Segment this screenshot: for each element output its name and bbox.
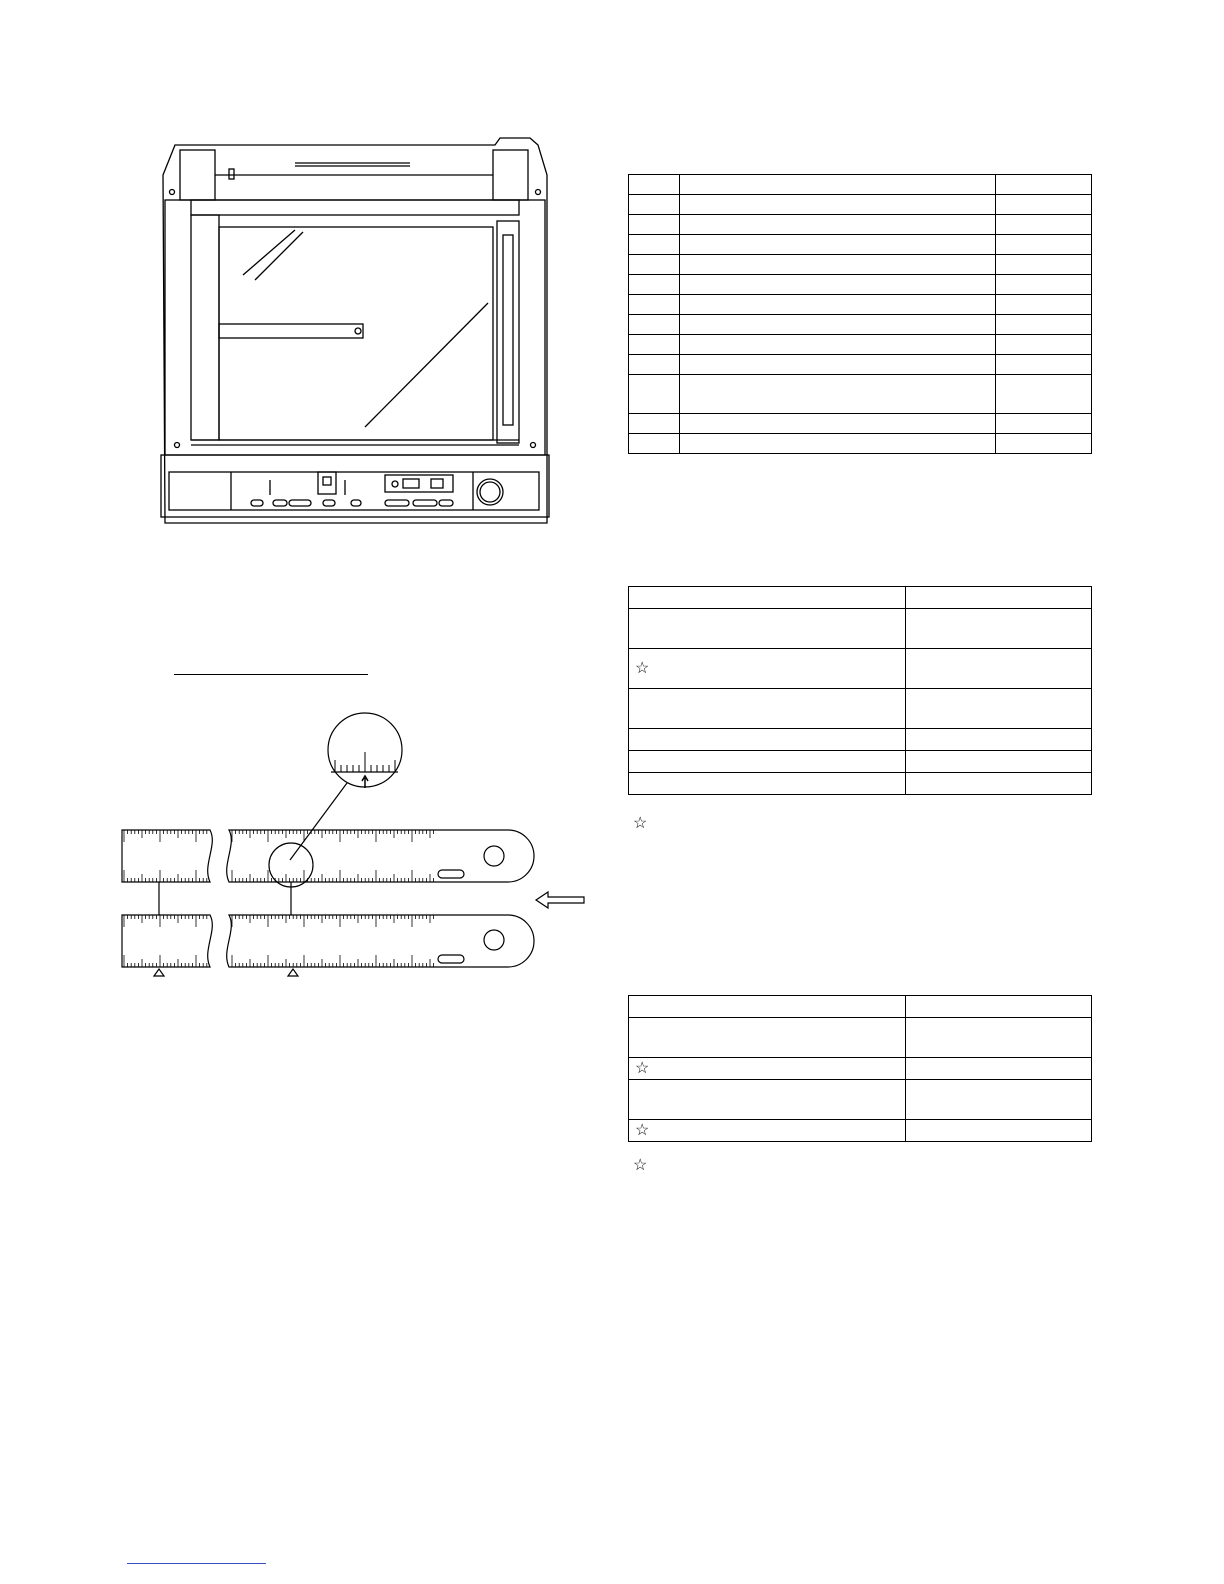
table-row (629, 195, 1092, 215)
table-2 (628, 586, 1092, 795)
copier-top-view-figure (155, 135, 555, 535)
table-cell (629, 255, 680, 275)
star-icon: ☆ (635, 1059, 650, 1077)
table-row (629, 587, 1092, 609)
table-row (629, 414, 1092, 434)
table-cell (996, 275, 1092, 295)
direction-arrow (536, 892, 584, 908)
table-cell (629, 295, 680, 315)
table-cell (629, 195, 680, 215)
table-1 (628, 174, 1092, 454)
table-cell (680, 275, 996, 295)
table-cell (680, 414, 996, 434)
table-row (629, 315, 1092, 335)
table-row (629, 295, 1092, 315)
footer-link-underline[interactable] (127, 1563, 266, 1564)
table-row (629, 275, 1092, 295)
table-row (629, 375, 1092, 414)
ruler-comparison-figure (118, 710, 588, 980)
table-cell (996, 375, 1092, 414)
table-3 (628, 995, 1092, 1142)
table-row (629, 355, 1092, 375)
table-row (629, 175, 1092, 195)
table-cell (996, 434, 1092, 454)
left-hinge (180, 150, 215, 200)
table-row (629, 689, 1092, 729)
heading-underline (174, 674, 368, 675)
table-row (629, 434, 1092, 454)
table-cell (680, 434, 996, 454)
table-row (629, 729, 1092, 751)
original-scale-bar (219, 324, 363, 338)
table-row (629, 751, 1092, 773)
table-cell (629, 375, 680, 414)
table-cell (629, 175, 680, 195)
table-row (629, 609, 1092, 649)
table-row (629, 335, 1092, 355)
table-row (629, 1058, 1092, 1080)
table-cell (629, 235, 680, 255)
star-icon: ☆ (633, 1157, 648, 1174)
table-row (629, 235, 1092, 255)
ruler-lower (122, 915, 212, 967)
table-cell (996, 175, 1092, 195)
table-cell (680, 215, 996, 235)
table-cell (996, 335, 1092, 355)
table-cell (680, 195, 996, 215)
table-cell (680, 375, 996, 414)
table-cell (629, 275, 680, 295)
table-cell (680, 175, 996, 195)
table-cell (996, 315, 1092, 335)
table-row (629, 1018, 1092, 1058)
table-cell (680, 235, 996, 255)
table-cell (629, 315, 680, 335)
table-row (629, 996, 1092, 1018)
table-row (629, 773, 1092, 795)
table-cell (680, 295, 996, 315)
table-row (629, 255, 1092, 275)
table-cell (996, 215, 1092, 235)
table-cell (996, 195, 1092, 215)
star-icon: ☆ (635, 1121, 650, 1139)
table-cell (996, 355, 1092, 375)
table-cell (680, 355, 996, 375)
platen-frame (165, 200, 545, 455)
table-cell (680, 335, 996, 355)
table-cell (996, 414, 1092, 434)
table-row (629, 1120, 1092, 1142)
table-cell (996, 255, 1092, 275)
table-row (629, 215, 1092, 235)
table-row (629, 649, 1092, 689)
star-icon: ☆ (633, 815, 648, 832)
table-cell (629, 215, 680, 235)
start-knob (477, 479, 503, 505)
table-cell (629, 414, 680, 434)
table-cell (996, 295, 1092, 315)
control-panel (161, 455, 549, 517)
star-icon: ☆ (635, 659, 650, 677)
table-1-body (629, 175, 1092, 454)
ruler-upper (122, 830, 212, 882)
table-cell (629, 355, 680, 375)
table-cell (629, 434, 680, 454)
right-hinge (493, 150, 528, 200)
table-cell (996, 235, 1092, 255)
table-cell (680, 255, 996, 275)
table-cell (680, 315, 996, 335)
table-row (629, 1080, 1092, 1120)
table-cell (629, 335, 680, 355)
